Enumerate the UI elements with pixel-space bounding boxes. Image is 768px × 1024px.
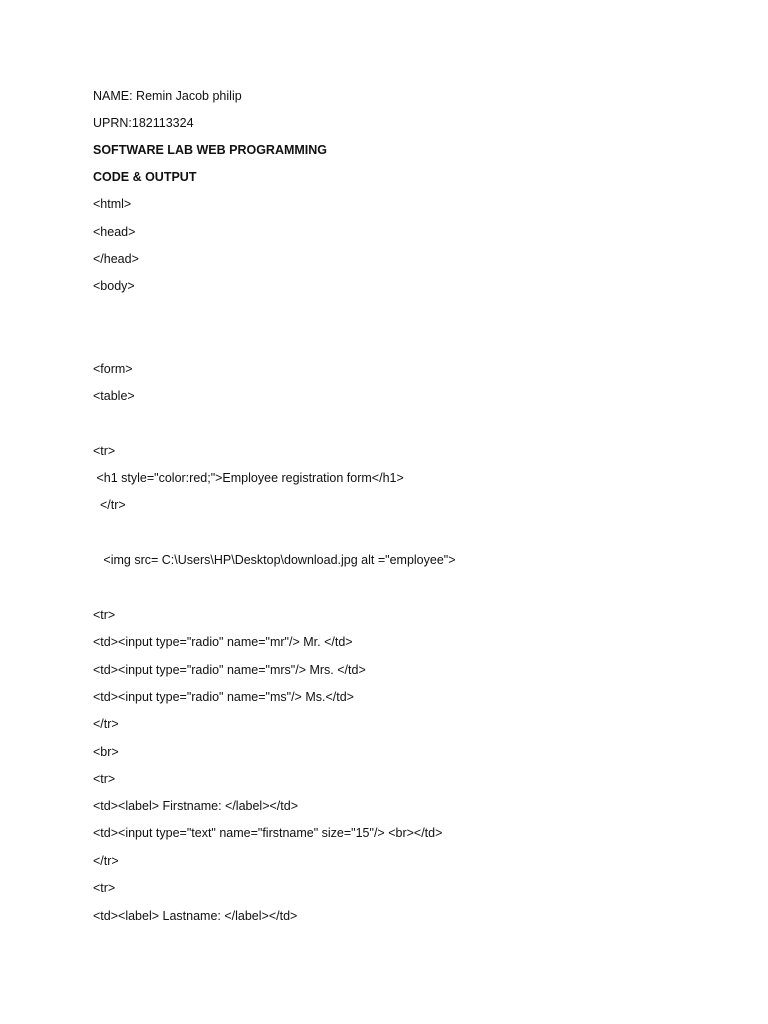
code-line: </tr> (93, 717, 119, 731)
code-line: <html> (93, 197, 132, 211)
code-line: </tr> (93, 498, 126, 512)
code-line: <td><input type="text" name="firstname" size="15"/> <br></td> (93, 826, 443, 840)
lab-title: SOFTWARE LAB WEB PROGRAMMING (93, 143, 328, 157)
section-heading: CODE & OUTPUT (93, 170, 197, 184)
code-line: <td><input type="radio" name="mr"/> Mr. </td> (93, 635, 353, 649)
code-line: <td><input type="radio" name="ms"/> Ms.</td> (93, 690, 354, 704)
code-line: <td><label> Lastname: </label></td> (93, 909, 298, 923)
code-line: <td><input type="radio" name="mrs"/> Mrs. </td> (93, 663, 366, 677)
code-line: <br> (93, 745, 119, 759)
code-line: <img src= C:\Users\HP\Desktop\download.jpg alt ="employee"> (93, 553, 456, 567)
code-line: <tr> (93, 444, 116, 458)
code-line: </tr> (93, 854, 119, 868)
code-line: <tr> (93, 772, 116, 786)
code-line: <tr> (93, 608, 116, 622)
code-line: <table> (93, 389, 135, 403)
code-line: <td><label> Firstname: </label></td> (93, 799, 298, 813)
code-line: <body> (93, 279, 135, 293)
code-line: <tr> (93, 881, 116, 895)
code-line: </head> (93, 252, 139, 266)
student-name: NAME: Remin Jacob philip (93, 89, 242, 103)
code-line: <head> (93, 225, 136, 239)
code-line: <form> (93, 362, 133, 376)
code-line: <h1 style="color:red;">Employee registration form</h1> (93, 471, 404, 485)
student-uprn: UPRN:182113324 (93, 116, 194, 130)
